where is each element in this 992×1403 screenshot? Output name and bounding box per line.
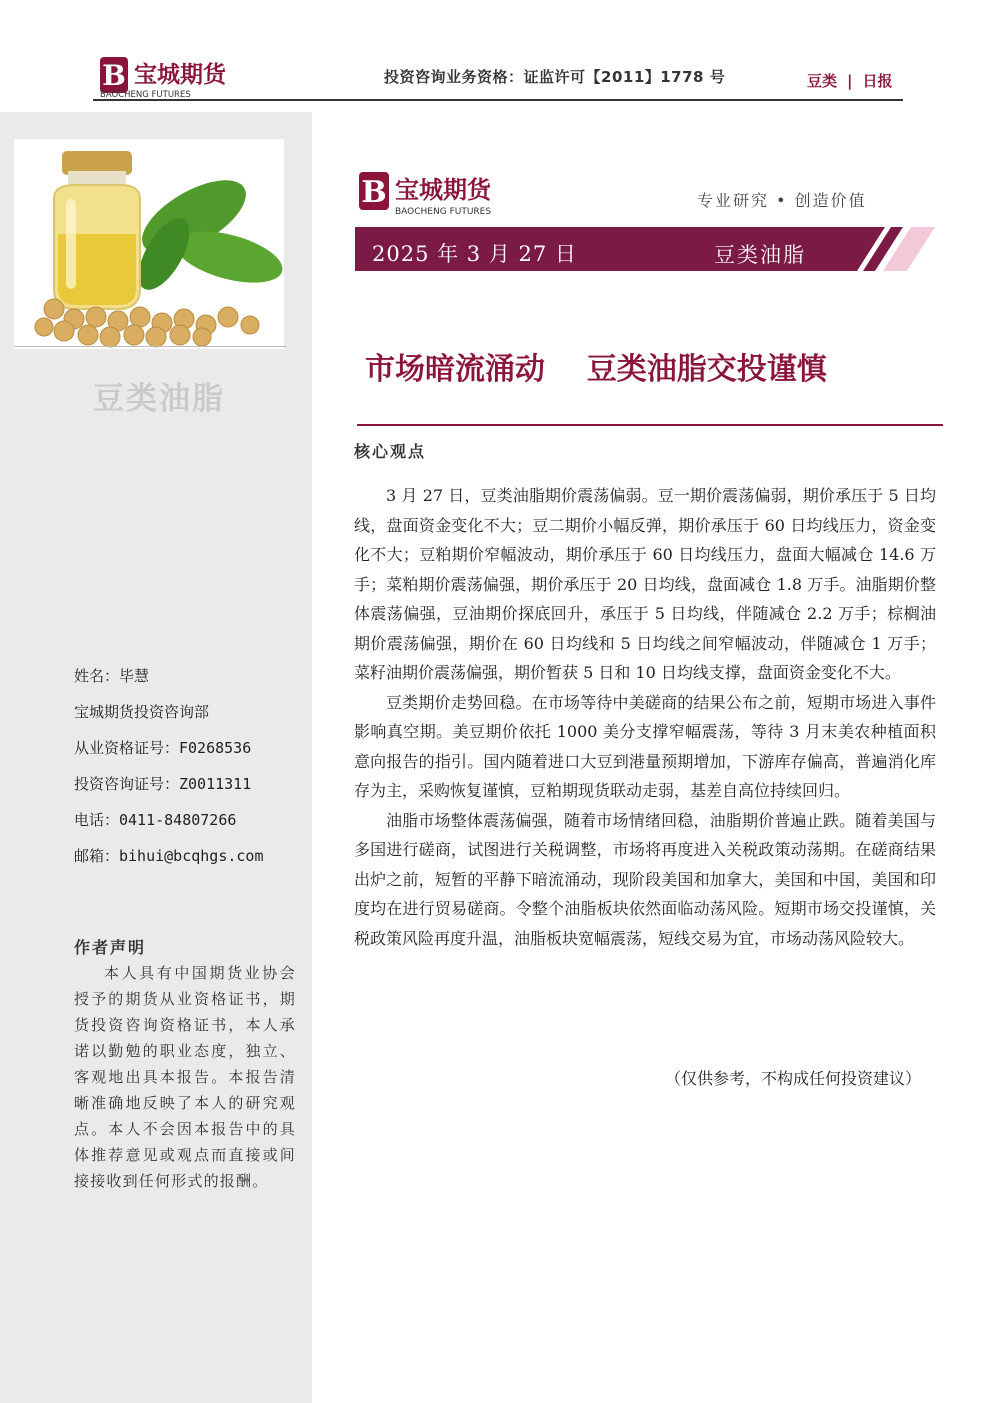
photo-divider	[14, 346, 286, 347]
main-logo-text: 宝城期货	[395, 175, 491, 204]
author-advisory-cert: 投资咨询证号：Z0011311	[74, 775, 252, 793]
sidebar-category: 豆类油脂	[93, 381, 225, 417]
svg-text:B: B	[361, 175, 387, 210]
tag-category: 豆类	[807, 72, 838, 90]
header-divider	[93, 99, 903, 101]
disclaimer-title: 作者声明	[74, 938, 147, 957]
author-cert: 从业资格证号：F0268536	[74, 739, 252, 757]
header-logo-en: BAOCHENG FUTURES	[100, 90, 191, 99]
author-email[interactable]: 邮箱：bihui@bcqhgs.com	[74, 847, 264, 865]
report-tag	[807, 70, 893, 91]
core-view-title: 核心观点	[354, 442, 427, 461]
body-paragraph: 油脂市场整体震荡偏强，随着市场情绪回稳，油脂期价普遍止跌。随着美国与多国进行磋商，试图进行关税调整，市场将再度进入关税政策动荡期。在磋商结果出炉之前，短暂的平静下暗流涌动，现阶段美国和加拿大，美国和中国，美国和印度均在进行贸易磋商。令整个油脂板块依然面临动荡风险。短期市场交投谨慎，关税政策风险再度升温，油脂板块宽幅震荡，短线交易为宜，市场动荡风险较大。	[354, 810, 936, 948]
report-date: 2025 年 3 月 27 日	[372, 242, 577, 266]
banner-category: 豆类油脂	[714, 243, 806, 267]
report-body	[354, 481, 936, 953]
author-dept: 宝城期货投资咨询部	[74, 703, 210, 721]
main-logo	[357, 170, 522, 216]
license-text: 投资咨询业务资格：证监许可【2011】1778 号	[384, 68, 726, 86]
disclaimer-text: 本人具有中国期货业协会授予的期货从业资格证书，期货投资咨询资格证书，本人承诺以勤勉的职业态度，独立、客观地出具本报告。本报告清晰准确地反映了本人的研究观点。本人不会因本报告中的具体推荐意见或观点而直接或间接接收到任何形式的报酬。	[74, 964, 296, 1190]
author-contact	[74, 665, 264, 881]
slogan: 专业研究 • 创造价值	[697, 191, 867, 210]
header-logo-text: 宝城期货	[134, 61, 226, 88]
report-headline: 市场暗流涌动 豆类油脂交投谨慎	[365, 352, 827, 387]
soybean-oil-image	[14, 139, 284, 349]
main-logo-en: BAOCHENG FUTURES	[395, 207, 492, 216]
author-phone: 电话：0411-84807266	[74, 811, 237, 829]
tag-separator: |	[847, 72, 853, 90]
body-paragraph: 3 月 27 日，豆类油脂期价震荡偏弱。豆一期价震荡偏弱，期价承压于 5 日均线，盘面资金变化不大；豆二期价小幅反弹，期价承压于 60 日均线压力，资金变化不大；豆粕期价窄幅波动，期价承压于 60 日均线压力，盘面大幅减仓 14.6 万手；菜粕期价震荡偏强，期价承压于 20 日均线，盘面减仓 1.8 万手。油脂期价整体震荡偏强，豆油期价探底回升，承压于 5 日均线，伴随减仓 2.2 万手；棕榈油期价震荡偏强，期价在 60 日均线和 5 日均线之间窄幅波动，伴随减仓 1 万手；菜籽油期价震荡偏强，期价暂获 5 日和 10 日均线支撑，盘面资金变化不大。	[354, 486, 936, 682]
tag-type: 日报	[862, 72, 893, 90]
svg-text:B: B	[102, 59, 126, 92]
author-name: 姓名：毕慧	[74, 667, 150, 685]
body-paragraph: 豆类期价走势回稳。在市场等待中美磋商的结果公布之前，短期市场进入事件影响真空期。美豆期价依托 1000 美分支撑窄幅震荡，等待 3 月末美农种植面积意向报告的指引。国内随着进口大豆到港量预期增加，下游库存偏高，普遍消化库存为主，采购恢复谨慎，豆粕期现货联动走弱，基差自高位持续回归。	[354, 692, 936, 800]
header-logo	[98, 55, 258, 99]
reference-note: （仅供参考，不构成任何投资建议）	[665, 1069, 922, 1088]
headline-divider	[357, 424, 943, 426]
